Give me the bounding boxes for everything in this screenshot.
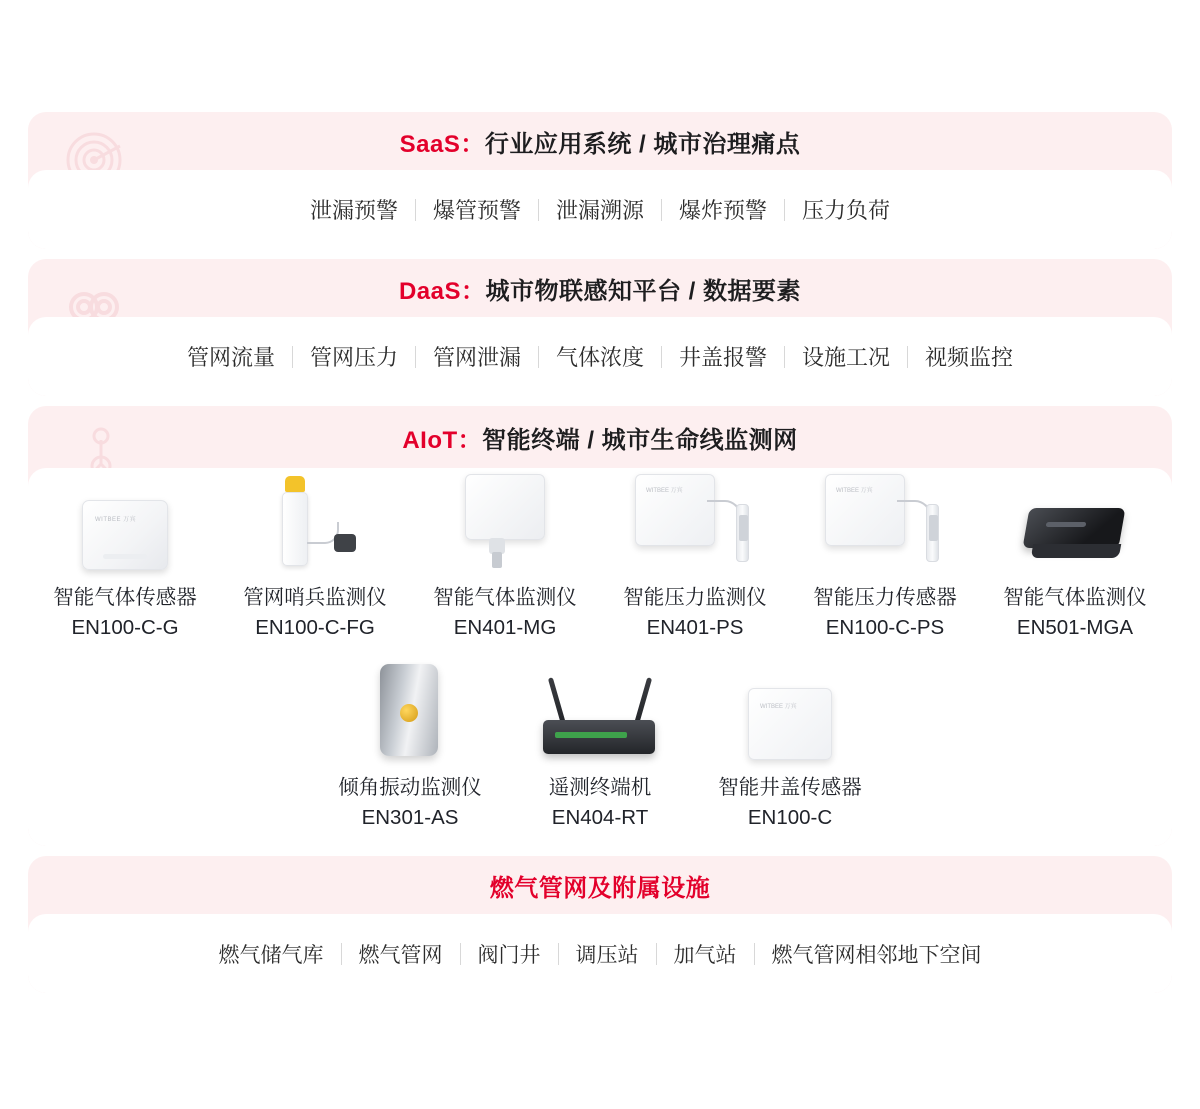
product-card[interactable] bbox=[220, 474, 410, 642]
layer-saas-item-list bbox=[293, 194, 907, 225]
daas-item[interactable]: 管网压力 bbox=[309, 345, 398, 370]
daas-item[interactable]: 设施工况 bbox=[802, 345, 891, 370]
layer-saas-body bbox=[28, 170, 1172, 249]
layer-daas-title bbox=[399, 271, 801, 306]
product-row-2 bbox=[28, 642, 1172, 832]
product-image bbox=[220, 474, 410, 570]
product-card[interactable] bbox=[410, 474, 600, 642]
product-name: 管网哨兵监测仪 bbox=[243, 586, 387, 609]
pipeline-item[interactable]: 阀门井 bbox=[477, 943, 541, 967]
product-name: 智能气体监测仪 bbox=[433, 586, 577, 609]
product-card[interactable] bbox=[790, 474, 980, 642]
product-model: EN301-AS bbox=[361, 806, 459, 830]
product-name: 智能气体监测仪 bbox=[1003, 586, 1147, 609]
pressure-monitor-probe-icon: WITBEE 万宾 bbox=[635, 474, 755, 570]
layer-pipeline-header bbox=[28, 856, 1172, 914]
product-card[interactable] bbox=[695, 664, 885, 832]
product-card[interactable] bbox=[980, 474, 1170, 642]
product-model: EN404-RT bbox=[551, 806, 649, 830]
gas-sensor-box-icon: WITBEE 万宾 bbox=[82, 500, 168, 570]
product-image bbox=[790, 474, 980, 570]
layer-saas-title-main: 行业应用系统 / 城市治理痛点 bbox=[484, 130, 801, 158]
pipeline-item[interactable]: 燃气管网 bbox=[358, 943, 443, 967]
daas-item[interactable]: 气体浓度 bbox=[555, 345, 644, 370]
daas-item[interactable]: 井盖报警 bbox=[679, 345, 768, 370]
pipeline-item[interactable]: 燃气管网相邻地下空间 bbox=[771, 943, 982, 967]
product-image bbox=[600, 474, 790, 570]
layer-daas bbox=[28, 259, 1172, 396]
telemetry-router-icon bbox=[535, 664, 665, 760]
product-name: 智能压力传感器 bbox=[813, 586, 957, 609]
product-image bbox=[980, 474, 1170, 570]
layer-daas-body bbox=[28, 317, 1172, 396]
layer-aiot-body bbox=[28, 468, 1172, 846]
product-model: EN501-MGA bbox=[1016, 615, 1134, 639]
manhole-sensor-icon: WITBEE 万宾 bbox=[748, 688, 832, 760]
pipeline-item[interactable]: 调压站 bbox=[575, 943, 639, 967]
layer-pipeline bbox=[28, 856, 1172, 993]
product-row-1 bbox=[28, 468, 1172, 642]
layer-saas-title-prefix: SaaS： bbox=[399, 130, 485, 158]
saas-item[interactable]: 泄漏溯源 bbox=[555, 198, 644, 223]
layer-saas bbox=[28, 112, 1172, 249]
product-model: EN100-C-G bbox=[71, 615, 179, 639]
product-model: EN401-PS bbox=[646, 615, 744, 639]
saas-item[interactable]: 爆管预警 bbox=[432, 198, 521, 223]
product-card[interactable] bbox=[315, 664, 505, 832]
product-image bbox=[505, 664, 695, 760]
layer-pipeline-body bbox=[28, 914, 1172, 993]
layer-aiot bbox=[28, 406, 1172, 846]
product-model: EN401-MG bbox=[453, 615, 557, 639]
product-model: EN100-C bbox=[747, 806, 833, 830]
product-image bbox=[410, 474, 600, 570]
layer-aiot-header bbox=[28, 406, 1172, 468]
layer-aiot-title-prefix: AIoT： bbox=[402, 426, 483, 454]
layer-saas-title bbox=[400, 124, 801, 159]
pipeline-item[interactable]: 燃气储气库 bbox=[218, 943, 324, 967]
product-name: 智能井盖传感器 bbox=[718, 776, 862, 800]
daas-item[interactable]: 视频监控 bbox=[925, 345, 1014, 370]
product-card[interactable] bbox=[600, 474, 790, 642]
product-model: EN100-C-PS bbox=[825, 615, 945, 639]
product-image bbox=[315, 664, 505, 760]
product-card[interactable] bbox=[30, 474, 220, 642]
tilt-vibration-icon bbox=[380, 664, 440, 760]
product-model: EN100-C-FG bbox=[255, 615, 375, 639]
layer-daas-title-main: 城市物联感知平台 / 数据要素 bbox=[485, 277, 802, 305]
pipeline-sentinel-icon bbox=[260, 478, 370, 570]
layer-daas-item-list bbox=[170, 341, 1030, 372]
layer-daas-title-prefix: DaaS： bbox=[398, 277, 486, 305]
layer-daas-header bbox=[28, 259, 1172, 317]
daas-item[interactable]: 管网流量 bbox=[186, 345, 275, 370]
product-card[interactable] bbox=[505, 664, 695, 832]
pipeline-item[interactable]: 加气站 bbox=[673, 943, 737, 967]
gas-monitor-valve-icon bbox=[459, 474, 551, 570]
product-name: 倾角振动监测仪 bbox=[338, 776, 482, 800]
pressure-sensor-probe-icon: WITBEE 万宾 bbox=[825, 474, 945, 570]
saas-item[interactable]: 泄漏预警 bbox=[309, 198, 398, 223]
product-name: 智能气体传感器 bbox=[53, 586, 197, 609]
product-image bbox=[695, 664, 885, 760]
product-name: 智能压力监测仪 bbox=[623, 586, 767, 609]
product-image bbox=[30, 474, 220, 570]
layer-saas-header bbox=[28, 112, 1172, 170]
layer-pipeline-title: 燃气管网及附属设施 bbox=[489, 874, 711, 902]
saas-item[interactable]: 压力负荷 bbox=[802, 198, 891, 223]
layer-pipeline-item-list bbox=[202, 939, 999, 969]
daas-item[interactable]: 管网泄漏 bbox=[432, 345, 521, 370]
layer-aiot-title-main: 智能终端 / 城市生命线监测网 bbox=[482, 426, 798, 454]
product-name: 遥测终端机 bbox=[548, 776, 652, 800]
layer-aiot-title bbox=[402, 420, 797, 455]
saas-item[interactable]: 爆炸预警 bbox=[679, 198, 768, 223]
gas-monitor-black-icon bbox=[1022, 504, 1128, 570]
